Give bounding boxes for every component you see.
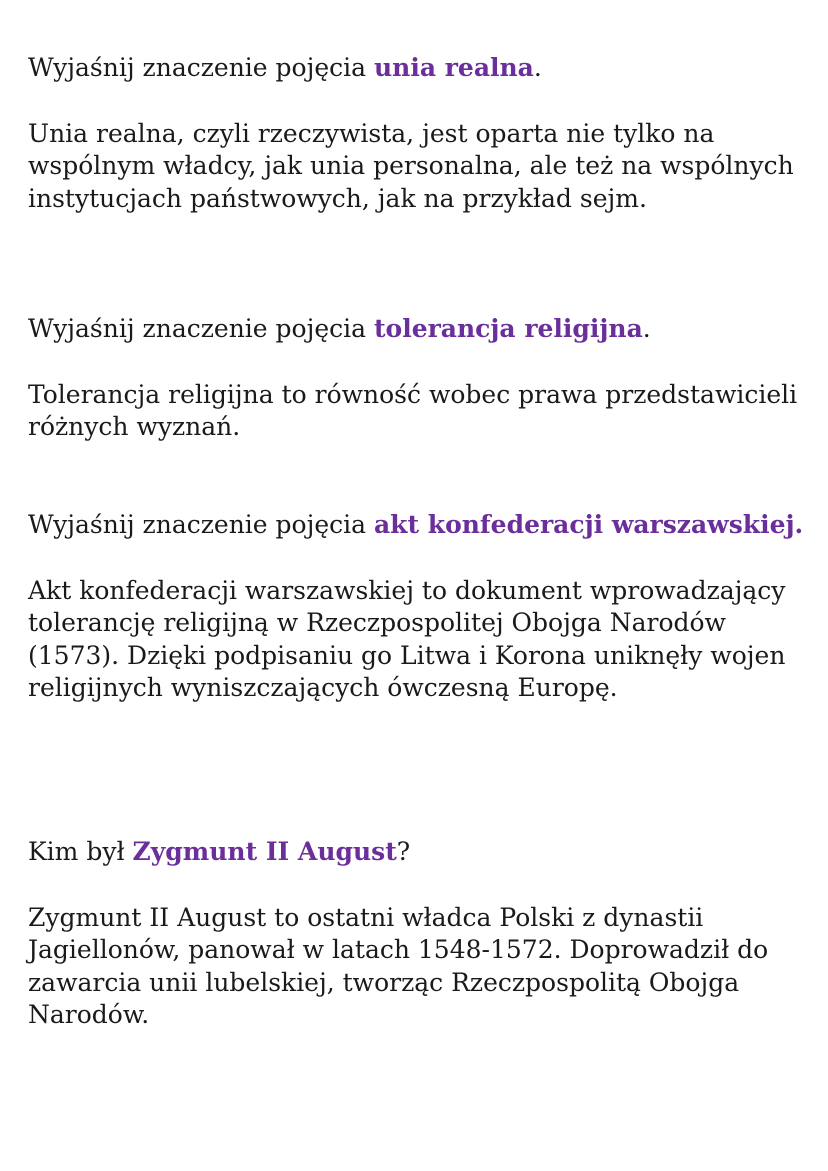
question-prefix: Wyjaśnij znaczenie pojęcia <box>28 510 374 539</box>
qa-block-tolerancja-religijna <box>28 313 808 444</box>
question-suffix: . <box>533 53 542 82</box>
qa-block-unia-realna <box>28 52 808 215</box>
question-suffix: ? <box>396 837 411 866</box>
question <box>28 313 808 346</box>
question-prefix: Wyjaśnij znaczenie pojęcia <box>28 314 374 343</box>
key-term: tolerancja religijna <box>373 314 643 343</box>
answer: Tolerancja religijna to równość wobec prawa przedstawicieli różnych wyznań. <box>28 379 798 441</box>
qa-block-akt-konfederacji <box>28 509 808 705</box>
question-suffix: . <box>642 314 651 343</box>
question-prefix: Kim był <box>28 837 133 866</box>
question <box>28 836 808 869</box>
answer: Zygmunt II August to ostatni władca Polski z dynastii Jagiellonów, panował w latach 1548-1572. Doprowadził do zawarcia unii lubelskiej, tworząc Rzeczpospolitą Obojga Narodów. <box>28 902 769 1029</box>
question-prefix: Wyjaśnij znaczenie pojęcia <box>28 53 374 82</box>
key-term: akt konfederacji warszawskiej. <box>373 510 804 539</box>
key-term: unia realna <box>373 53 534 82</box>
key-term: Zygmunt II August <box>132 837 397 866</box>
answer: Unia realna, czyli rzeczywista, jest oparta nie tylko na wspólnym władcy, jak unia personalna, ale też na wspólnych instytucjach państwowych, jak na przykład sejm. <box>28 118 794 213</box>
question <box>28 52 808 85</box>
qa-block-zygmunt-august <box>28 836 808 1032</box>
question <box>28 509 808 542</box>
answer: Akt konfederacji warszawskiej to dokument wprowadzający tolerancję religijną w Rzeczpospolitej Obojga Narodów (1573). Dzięki podpisaniu go Litwa i Korona uniknęły wojen religijnych wyniszczających ówczesną Europę. <box>28 575 786 702</box>
